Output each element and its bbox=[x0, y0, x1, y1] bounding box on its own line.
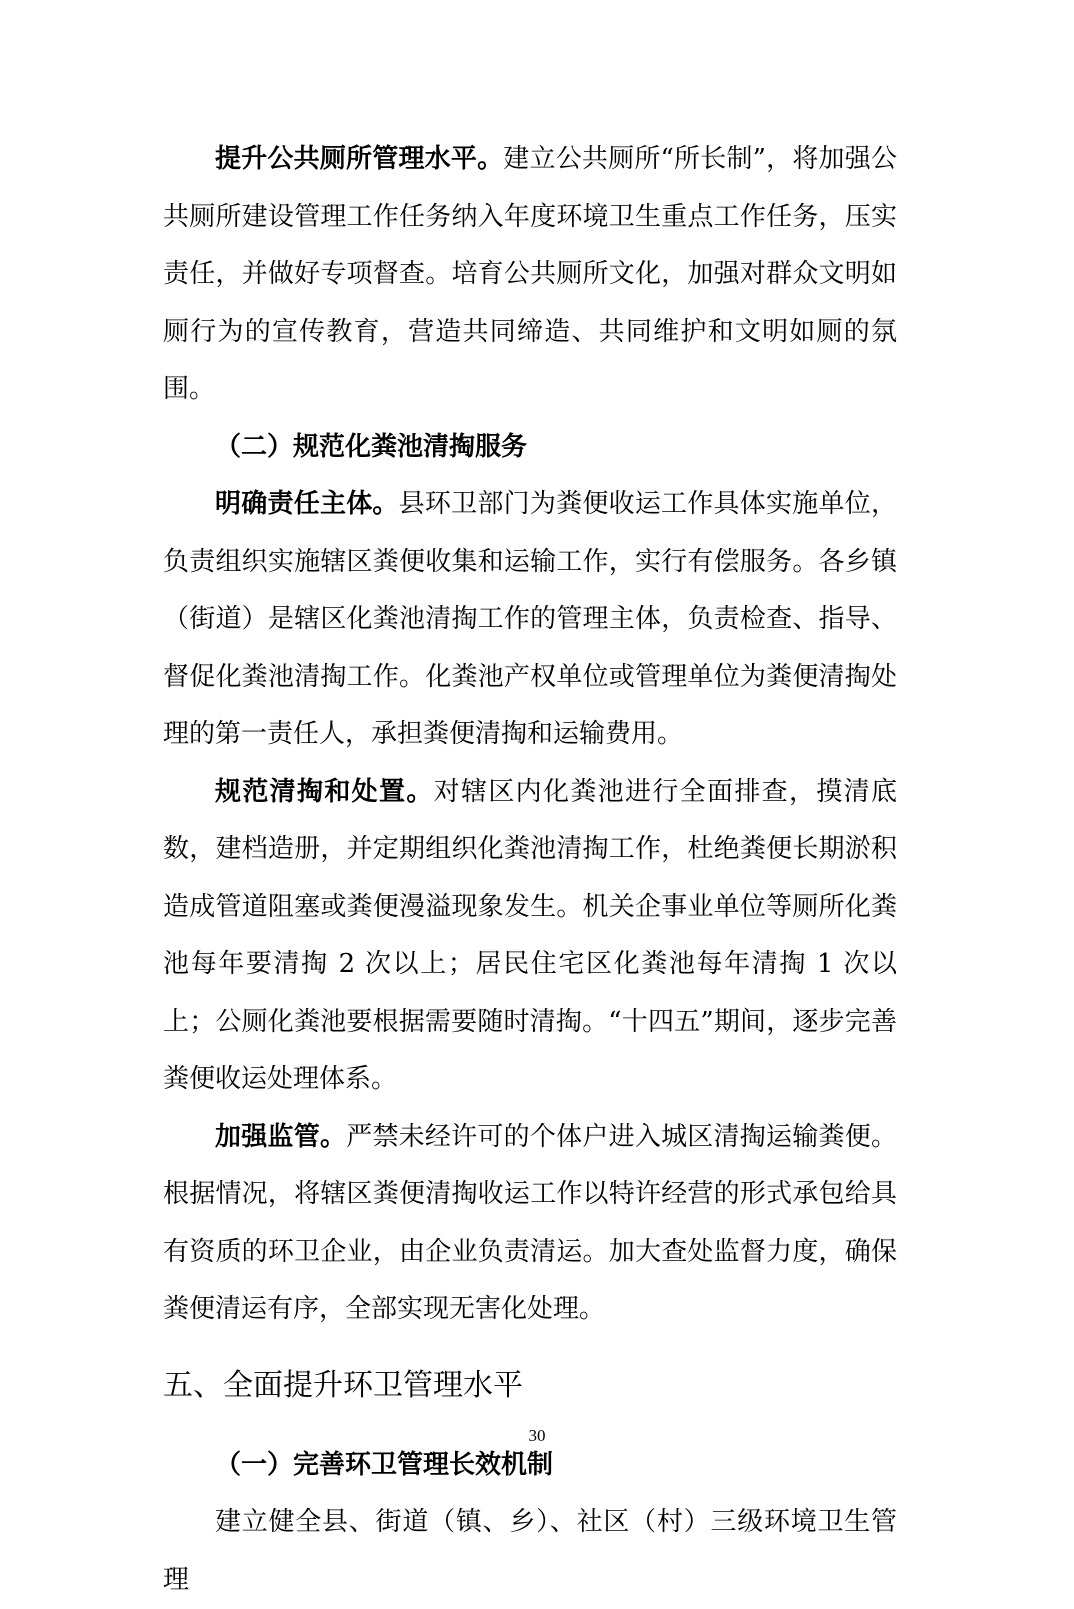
paragraph-text: 对辖区内化粪池进行全面排查，摸清底数，建档造册，并定期组织化粪池清掏工作，杜绝粪便长期淤积造成管道阻塞或粪便漫溢现象发生。机关企事业单位等厕所化粪池每年要清掏 2 次以上；居民住宅区化粪池每年清掏 1 次以上；公厕化粪池要根据需要随时清掏。“十四五”期间，逐步完善粪便收运处理体系。 bbox=[163, 776, 897, 1094]
paragraph-text: 县环卫部门为粪便收运工作具体实施单位，负责组织实施辖区粪便收集和运输工作，实行有偿服务。各乡镇（街道）是辖区化粪池清掏工作的管理主体，负责检查、指导、督促化粪池清掏工作。化粪池产权单位或管理单位为粪便清掏处理的第一责任人，承担粪便清掏和运输费用。 bbox=[163, 489, 897, 749]
chapter-heading: 五、全面提升环卫管理水平 bbox=[163, 1367, 523, 1403]
paragraph-responsibility bbox=[163, 476, 897, 764]
paragraph-lead: 加强监管。 bbox=[215, 1121, 347, 1152]
section-heading-long-term-mechanism: （一）完善环卫管理长效机制 bbox=[215, 1449, 554, 1480]
paragraph-three-level-management bbox=[163, 1494, 897, 1609]
page-number: 30 bbox=[528, 1426, 546, 1445]
paragraph-lead: 明确责任主体。 bbox=[215, 489, 399, 519]
paragraph-text: 建立健全县、街道（镇、乡）、社区（村）三级环境卫生管理 bbox=[163, 1507, 897, 1595]
paragraph-lead: 规范清掏和处置。 bbox=[215, 776, 434, 807]
paragraph-supervision bbox=[163, 1109, 897, 1339]
paragraph-cleaning-disposal bbox=[163, 764, 897, 1109]
paragraph-text: 严禁未经许可的个体户进入城区清掏运输粪便。根据情况，将辖区粪便清掏收运工作以特许经营的形式承包给具有资质的环卫企业，由企业负责清运。加大查处监督力度，确保粪便清运有序，全部实现无害化处理。 bbox=[163, 1121, 897, 1324]
page-body bbox=[163, 131, 897, 1609]
section-heading-septic-tank-service: （二）规范化粪池清掏服务 bbox=[215, 431, 528, 462]
paragraph-public-toilet-management bbox=[163, 131, 897, 419]
paragraph-text: 建立公共厕所“所长制”，将加强公共厕所建设管理工作任务纳入年度环境卫生重点工作任务，压实责任，并做好专项督查。培育公共厕所文化，加强对群众文明如厕行为的宣传教育，营造共同缔造、共同维护和文明如厕的氛围。 bbox=[163, 144, 897, 404]
paragraph-lead: 提升公共厕所管理水平。 bbox=[215, 144, 504, 174]
